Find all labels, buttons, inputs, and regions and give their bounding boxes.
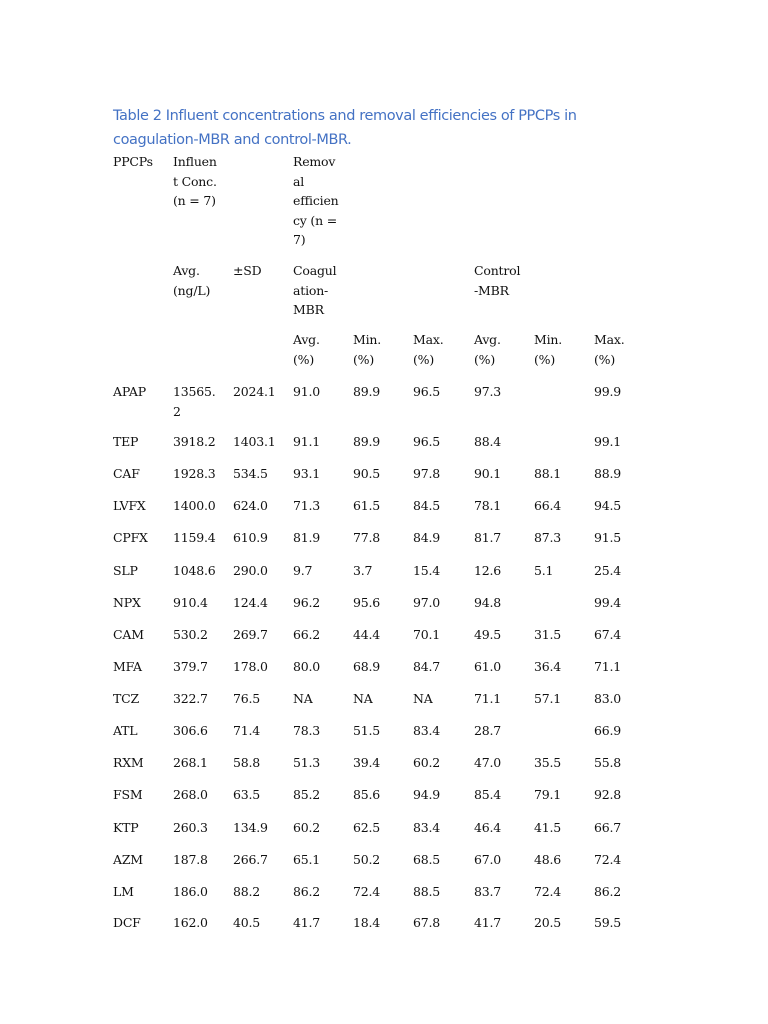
cell-ctrl-avg: 90.1 — [474, 466, 502, 481]
cell-influent-avg: 1048.6 — [173, 563, 216, 578]
cell-influent-sd: 63.5 — [233, 787, 261, 802]
cell-ctrl-max: 71.1 — [594, 659, 622, 674]
cell-influent-sd: 178.0 — [233, 659, 268, 674]
cell-ctrl-avg: 47.0 — [474, 755, 502, 770]
cell-ctrl-avg: 46.4 — [474, 820, 502, 835]
cell-coag-avg: 80.0 — [293, 659, 321, 674]
cell-coag-avg: 65.1 — [293, 852, 321, 867]
cell-coag-avg: 86.2 — [293, 884, 321, 899]
header-coag-avg: Avg. (%) — [293, 332, 320, 367]
header-coag-min: Min. (%) — [353, 332, 382, 367]
cell-ctrl-avg: 94.8 — [474, 595, 502, 610]
cell-coag-max: 68.5 — [413, 852, 441, 867]
cell-influent-sd: 1403.1 — [233, 434, 276, 449]
cell-influent-sd: 266.7 — [233, 852, 268, 867]
header-ppcps: PPCPs — [113, 154, 153, 169]
cell-compound: LM — [113, 884, 134, 899]
cell-influent-avg: 1928.3 — [173, 466, 216, 481]
cell-ctrl-avg: 41.7 — [474, 915, 502, 930]
cell-ctrl-max: 99.9 — [594, 384, 622, 399]
cell-ctrl-avg: 71.1 — [474, 691, 502, 706]
cell-ctrl-min: 41.5 — [534, 820, 562, 835]
cell-compound: AZM — [113, 852, 143, 867]
cell-compound: SLP — [113, 563, 138, 578]
cell-ctrl-max: 72.4 — [594, 852, 622, 867]
cell-ctrl-avg: 85.4 — [474, 787, 502, 802]
cell-influent-avg: 162.0 — [173, 915, 208, 930]
cell-ctrl-max: 66.7 — [594, 820, 622, 835]
cell-coag-max: 97.8 — [413, 466, 441, 481]
header-sd: ±SD — [233, 263, 262, 278]
cell-coag-min: 61.5 — [353, 498, 381, 513]
cell-coag-max: 97.0 — [413, 595, 441, 610]
cell-compound: CAM — [113, 627, 144, 642]
cell-ctrl-max: 99.1 — [594, 434, 622, 449]
cell-influent-sd: 40.5 — [233, 915, 261, 930]
cell-compound: CAF — [113, 466, 140, 481]
cell-ctrl-avg: 28.7 — [474, 723, 502, 738]
cell-ctrl-avg: 78.1 — [474, 498, 502, 513]
cell-compound: NPX — [113, 595, 141, 610]
cell-coag-min: 85.6 — [353, 787, 381, 802]
cell-ctrl-min: 36.4 — [534, 659, 562, 674]
cell-coag-avg: 81.9 — [293, 530, 321, 545]
header-control-mbr: Control -MBR — [474, 263, 521, 298]
cell-coag-max: 67.8 — [413, 915, 441, 930]
header-ctrl-min: Min. (%) — [534, 332, 563, 367]
cell-ctrl-avg: 49.5 — [474, 627, 502, 642]
cell-coag-min: 50.2 — [353, 852, 381, 867]
cell-influent-sd: 134.9 — [233, 820, 268, 835]
header-coagulation-mbr: Coagul ation- MBR — [293, 263, 337, 317]
cell-coag-max: 88.5 — [413, 884, 441, 899]
cell-coag-min: 68.9 — [353, 659, 381, 674]
cell-compound: TEP — [113, 434, 139, 449]
cell-ctrl-max: 59.5 — [594, 915, 622, 930]
cell-compound: RXM — [113, 755, 144, 770]
cell-coag-min: 89.9 — [353, 434, 381, 449]
cell-coag-avg: 71.3 — [293, 498, 321, 513]
cell-ctrl-avg: 81.7 — [474, 530, 502, 545]
cell-coag-min: 39.4 — [353, 755, 381, 770]
cell-coag-min: 89.9 — [353, 384, 381, 399]
cell-coag-avg: 51.3 — [293, 755, 321, 770]
cell-influent-sd: 534.5 — [233, 466, 268, 481]
cell-compound: FSM — [113, 787, 143, 802]
cell-coag-avg: 91.1 — [293, 434, 321, 449]
cell-ctrl-avg: 88.4 — [474, 434, 502, 449]
cell-coag-min: NA — [353, 691, 373, 706]
cell-ctrl-min: 66.4 — [534, 498, 562, 513]
cell-coag-max: 70.1 — [413, 627, 441, 642]
header-ctrl-max: Max. (%) — [594, 332, 625, 367]
cell-ctrl-min: 5.1 — [534, 563, 554, 578]
cell-ctrl-min: 87.3 — [534, 530, 562, 545]
cell-coag-max: NA — [413, 691, 433, 706]
header-removal-efficiency: Remov al efficien cy (n = 7) — [293, 154, 339, 247]
cell-coag-max: 83.4 — [413, 723, 441, 738]
cell-compound: LVFX — [113, 498, 146, 513]
cell-coag-avg: 85.2 — [293, 787, 321, 802]
cell-ctrl-max: 66.9 — [594, 723, 622, 738]
cell-ctrl-max: 55.8 — [594, 755, 622, 770]
cell-ctrl-max: 91.5 — [594, 530, 622, 545]
cell-compound: APAP — [113, 384, 146, 399]
table-caption: Table 2 Influent concentrations and removal efficiencies of PPCPs in coagulation-MBR and control-MBR. — [113, 108, 577, 148]
cell-influent-avg: 187.8 — [173, 852, 208, 867]
cell-ctrl-min: 79.1 — [534, 787, 562, 802]
cell-ctrl-max: 99.4 — [594, 595, 622, 610]
cell-coag-min: 77.8 — [353, 530, 381, 545]
cell-coag-max: 84.5 — [413, 498, 441, 513]
cell-coag-max: 96.5 — [413, 384, 441, 399]
cell-influent-sd: 88.2 — [233, 884, 261, 899]
header-influent-conc: Influen t Conc. (n = 7) — [173, 154, 217, 208]
header-avg-ngl: Avg. (ng/L) — [173, 263, 211, 298]
cell-compound: CPFX — [113, 530, 148, 545]
cell-ctrl-max: 86.2 — [594, 884, 622, 899]
cell-ctrl-avg: 12.6 — [474, 563, 502, 578]
cell-influent-avg: 1400.0 — [173, 498, 216, 513]
cell-influent-avg: 3918.2 — [173, 434, 216, 449]
cell-influent-avg: 530.2 — [173, 627, 208, 642]
cell-ctrl-avg: 61.0 — [474, 659, 502, 674]
cell-ctrl-min: 35.5 — [534, 755, 562, 770]
cell-influent-sd: 76.5 — [233, 691, 261, 706]
cell-ctrl-min: 48.6 — [534, 852, 562, 867]
cell-coag-avg: 91.0 — [293, 384, 321, 399]
cell-coag-max: 60.2 — [413, 755, 441, 770]
cell-influent-sd: 269.7 — [233, 627, 268, 642]
cell-influent-sd: 124.4 — [233, 595, 268, 610]
cell-compound: DCF — [113, 915, 141, 930]
cell-ctrl-max: 92.8 — [594, 787, 622, 802]
cell-coag-min: 3.7 — [353, 563, 373, 578]
cell-coag-min: 51.5 — [353, 723, 381, 738]
cell-coag-avg: 9.7 — [293, 563, 313, 578]
cell-coag-avg: 66.2 — [293, 627, 321, 642]
cell-ctrl-min: 31.5 — [534, 627, 562, 642]
cell-influent-sd: 610.9 — [233, 530, 268, 545]
cell-coag-max: 94.9 — [413, 787, 441, 802]
cell-coag-min: 72.4 — [353, 884, 381, 899]
cell-ctrl-max: 25.4 — [594, 563, 622, 578]
cell-compound: KTP — [113, 820, 139, 835]
cell-coag-avg: 78.3 — [293, 723, 321, 738]
cell-coag-min: 62.5 — [353, 820, 381, 835]
cell-ctrl-min: 57.1 — [534, 691, 562, 706]
cell-influent-avg: 306.6 — [173, 723, 208, 738]
cell-influent-avg: 268.1 — [173, 755, 208, 770]
cell-coag-max: 84.9 — [413, 530, 441, 545]
cell-coag-avg: 41.7 — [293, 915, 321, 930]
cell-ctrl-min: 72.4 — [534, 884, 562, 899]
cell-ctrl-max: 94.5 — [594, 498, 622, 513]
cell-coag-avg: NA — [293, 691, 313, 706]
cell-ctrl-max: 67.4 — [594, 627, 622, 642]
header-ctrl-avg: Avg. (%) — [474, 332, 501, 367]
cell-coag-avg: 93.1 — [293, 466, 321, 481]
cell-influent-sd: 624.0 — [233, 498, 268, 513]
cell-influent-avg: 379.7 — [173, 659, 208, 674]
cell-ctrl-min: 20.5 — [534, 915, 562, 930]
cell-coag-max: 83.4 — [413, 820, 441, 835]
cell-influent-avg: 1159.4 — [173, 530, 216, 545]
cell-influent-avg: 910.4 — [173, 595, 208, 610]
cell-influent-sd: 290.0 — [233, 563, 268, 578]
cell-coag-min: 44.4 — [353, 627, 381, 642]
cell-compound: ATL — [113, 723, 138, 738]
cell-compound: MFA — [113, 659, 142, 674]
cell-coag-max: 84.7 — [413, 659, 441, 674]
cell-influent-avg: 13565. 2 — [173, 384, 216, 419]
cell-influent-sd: 2024.1 — [233, 384, 276, 399]
cell-coag-avg: 96.2 — [293, 595, 321, 610]
cell-coag-max: 96.5 — [413, 434, 441, 449]
cell-ctrl-min: 88.1 — [534, 466, 562, 481]
cell-coag-min: 18.4 — [353, 915, 381, 930]
cell-influent-sd: 71.4 — [233, 723, 261, 738]
cell-coag-min: 95.6 — [353, 595, 381, 610]
cell-influent-avg: 260.3 — [173, 820, 208, 835]
cell-coag-max: 15.4 — [413, 563, 441, 578]
cell-ctrl-avg: 67.0 — [474, 852, 502, 867]
cell-coag-min: 90.5 — [353, 466, 381, 481]
cell-ctrl-max: 88.9 — [594, 466, 622, 481]
header-coag-max: Max. (%) — [413, 332, 444, 367]
cell-compound: TCZ — [113, 691, 139, 706]
cell-influent-avg: 268.0 — [173, 787, 208, 802]
cell-coag-avg: 60.2 — [293, 820, 321, 835]
cell-ctrl-avg: 83.7 — [474, 884, 502, 899]
cell-ctrl-avg: 97.3 — [474, 384, 502, 399]
cell-influent-sd: 58.8 — [233, 755, 261, 770]
cell-ctrl-max: 83.0 — [594, 691, 622, 706]
cell-influent-avg: 186.0 — [173, 884, 208, 899]
cell-influent-avg: 322.7 — [173, 691, 208, 706]
